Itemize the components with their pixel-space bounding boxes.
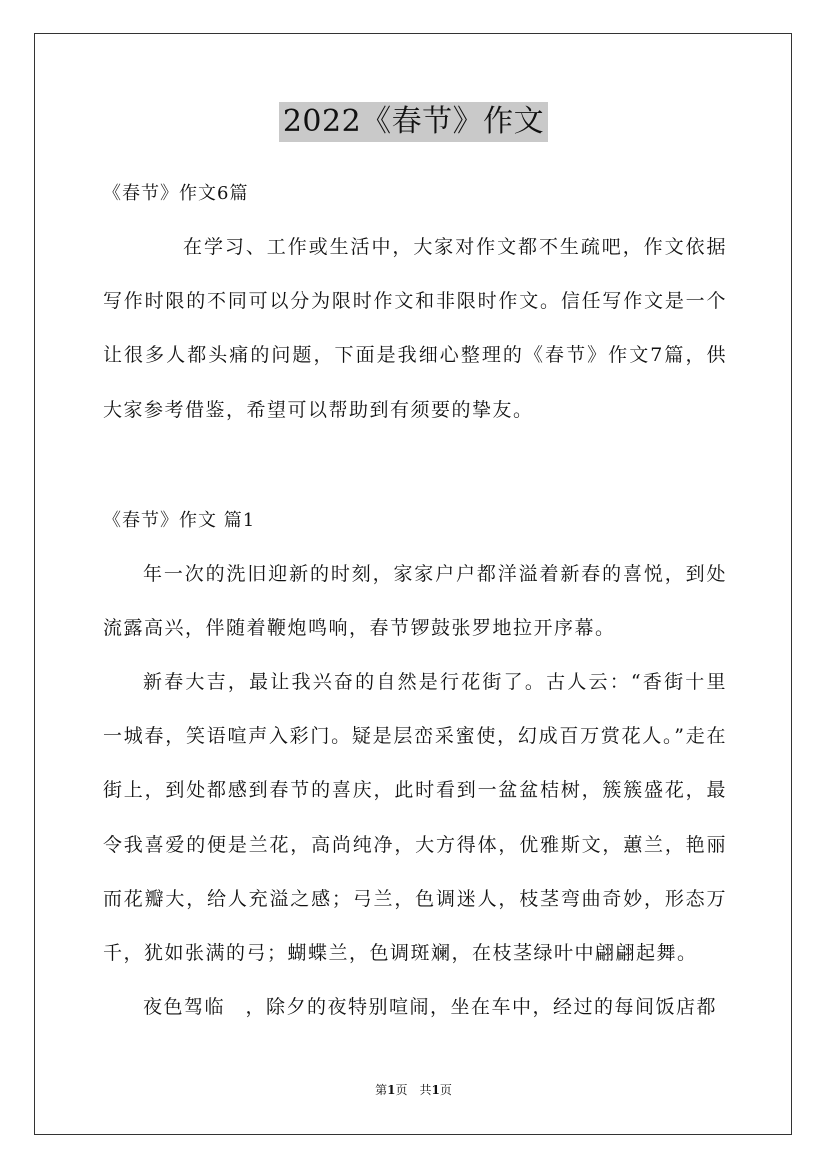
collection-heading[interactable]: 《春节》作文6篇: [103, 183, 249, 204]
footer-page-current: 1: [387, 1083, 396, 1097]
intro-paragraph[interactable]: 在学习、工作或生活中，大家对作文都不生疏吧，作文依据写作时限的不同可以分为限时作文和非限时作文。信任写作文是一个让很多人都头痛的问题，下面是我细心整理的《春节》作文7篇，供大家参考借鉴，希望可以帮助到有须要的挚友。: [103, 236, 727, 421]
document-title[interactable]: 2022《春节》作文: [279, 102, 548, 142]
footer-page-total: 1: [431, 1083, 440, 1097]
page-footer: [0, 1082, 827, 1098]
essay-heading[interactable]: 《春节》作文 篇1: [103, 510, 256, 531]
footer-label-mid: 页 共: [395, 1083, 432, 1097]
body-paragraph-2[interactable]: 新春大吉，最让我兴奋的自然是行花街了。古人云：“香街十里一城春，笑语喧声入彩门。疑是层峦采蜜使，幻成百万赏花人。”走在街上，到处都感到春节的喜庆，此时看到一盆盆桔树，簇簇盛花，最令我喜爱的便是兰花，高尚纯净，大方得体，优雅斯文，蕙兰，艳丽而花瓣大，给人充溢之感；弓兰，色调迷人，枝茎弯曲奇妙，形态万千，犹如张满的弓；蝴蝶兰，色调斑斓，在枝茎绿叶中翩翩起舞。: [103, 671, 727, 965]
title-container: [0, 102, 827, 142]
body-paragraph-3[interactable]: 夜色驾临 ，除夕的夜特别喧闹，坐在车中，经过的每间饭店都: [143, 996, 718, 1018]
footer-label-post: 页: [439, 1083, 452, 1097]
body-paragraph-1[interactable]: 年一次的洗旧迎新的时刻，家家户户都洋溢着新春的喜悦，到处流露高兴，伴随着鞭炮鸣响，春节锣鼓张罗地拉开序幕。: [103, 563, 727, 640]
footer-label-pre: 第: [375, 1083, 388, 1097]
